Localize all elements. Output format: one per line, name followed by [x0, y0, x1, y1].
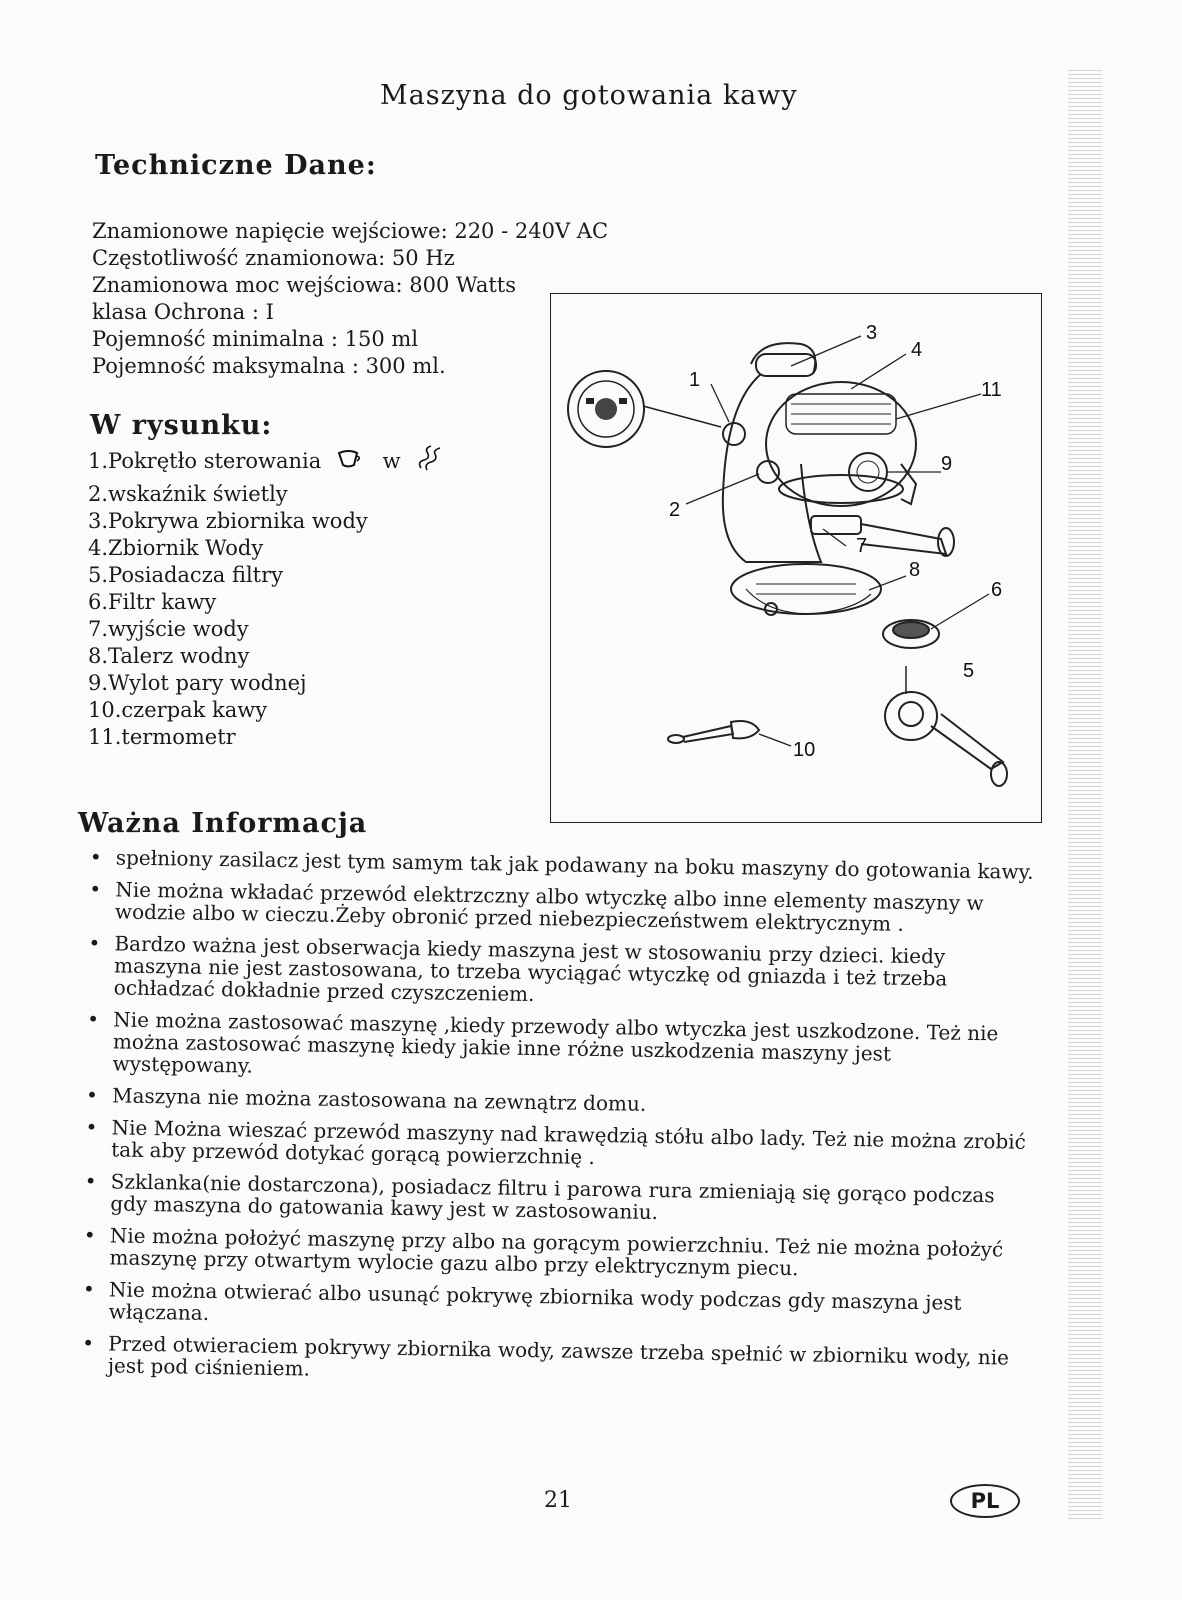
drawing-heading: W rysunku: — [90, 410, 273, 441]
callout-7: 7 — [856, 535, 868, 557]
callout-9: 9 — [941, 453, 953, 475]
part-item: 3.Pokrywa zbiornika wody — [88, 509, 368, 533]
part-item: 2.wskaźnik świetly — [88, 482, 288, 506]
part-item: 9.Wylot pary wodnej — [88, 671, 307, 695]
parts-list — [88, 444, 445, 751]
callout-8: 8 — [909, 559, 921, 581]
part-item — [88, 444, 445, 481]
part-item: 11.termometr — [88, 725, 236, 749]
callout-3: 3 — [866, 322, 878, 344]
spec-item: Znamionowa moc wejściowa: 800 Watts — [92, 273, 516, 297]
espresso-machine-diagram — [550, 293, 1042, 823]
callout-10: 10 — [793, 739, 816, 761]
callout-1: 1 — [689, 369, 701, 391]
scan-edge-decoration — [1068, 70, 1102, 1520]
part-connector: w — [382, 449, 401, 473]
info-bullet: • Nie można zastosować maszynę ,kiedy przewody albo wtyczka jest uszkodzone. Też nie można zastosować maszynę kiedy jakie inne różne uszkodzenia maszyny jest występowany. — [84, 1008, 1035, 1089]
part-item: 8.Talerz wodny — [88, 644, 250, 668]
info-bullet: • Nie można położyć maszynę przy albo na gorącym powierzchniu. Też nie można położyć maszynę przy otwartym wylocie gazu albo przy elektrycznym piecu. — [81, 1224, 1032, 1283]
part-item: 6.Filtr kawy — [88, 590, 217, 614]
callout-11: 11 — [981, 379, 1002, 401]
control-knob-detail-icon — [568, 371, 644, 447]
spec-item: Znamionowe napięcie wejściowe: 220 - 240V AC — [92, 219, 609, 243]
part-item: 4.Zbiornik Wody — [88, 536, 264, 560]
info-bullet: • Szklanka(nie dostarczona), posiadacz filtru i parowa rura zmieniają się gorąco podczas gdy maszyna do gatowania kawy jest w zastosowaniu. — [82, 1170, 1033, 1229]
callout-4: 4 — [911, 339, 923, 361]
part-item: 10.czerpak kawy — [88, 698, 268, 722]
filter-holder-drawing — [885, 692, 1007, 786]
language-badge: PL — [950, 1484, 1020, 1518]
coffee-filter-drawing — [883, 620, 939, 648]
info-bullet: • Nie można otwierać albo usunąć pokrywę zbiornika wody podczas gdy maszyna jest włączana. — [81, 1278, 1032, 1337]
spec-item: Pojemność maksymalna : 300 ml. — [92, 354, 446, 378]
spec-item: klasa Ochrona : I — [92, 300, 274, 324]
info-bullet: • spełniony zasilacz jest tym samym tak jak podawany na boku maszyny do gotowania kawy. — [88, 846, 1038, 883]
coffee-scoop-drawing — [668, 721, 759, 743]
part-item-label: 1.Pokrętło sterowania — [88, 449, 322, 473]
important-info-heading: Ważna Informacja — [78, 808, 368, 839]
info-bullet: • Nie można wkładać przewód elektrzczny albo wtyczkę albo inne elementy maszyny w wodzie albo w cieczu.Żeby obronić przed niebezpieczeństwem elektrycznym . — [87, 878, 1038, 937]
technical-data-list — [92, 218, 608, 380]
info-bullet: • Maszyna nie można zastosowana na zewnątrz domu. — [84, 1084, 1034, 1121]
cup-icon — [336, 448, 362, 477]
part-item: 5.Posiadacza filtry — [88, 563, 284, 587]
spec-item: Pojemność minimalna : 150 ml — [92, 327, 419, 351]
callout-5: 5 — [963, 660, 975, 682]
page-title: Maszyna do gotowania kawy — [380, 80, 798, 111]
technical-data-heading: Techniczne Dane: — [95, 150, 377, 181]
steam-icon — [415, 444, 445, 481]
info-bullet: • Bardzo ważna jest obserwacja kiedy maszyna jest w stosowaniu przy dzieci. kiedy maszyna nie jest zastosowana, to trzeba wyciągać wtyczkę od gniazda i też trzeba ochładzać dokładnie przed czyszczeniem. — [86, 932, 1037, 1013]
callout-6: 6 — [991, 579, 1003, 601]
part-item: 7.wyjście wody — [88, 617, 249, 641]
spec-item: Częstotliwość znamionowa: 50 Hz — [92, 246, 455, 270]
info-bullet: • Przed otwieraciem pokrywy zbiornika wody, zawsze trzeba spełnić w zbiorniku wody, nie jest pod ciśnieniem. — [80, 1332, 1031, 1391]
info-bullet: • Nie Można wieszać przewód maszyny nad krawędzią stółu albo lady. Też nie można zrobić tak aby przewód dotykać gorącą powierzchnię . — [83, 1116, 1034, 1175]
callout-2: 2 — [669, 499, 681, 521]
important-info-list — [80, 846, 1038, 1401]
page-number: 21 — [544, 1488, 572, 1513]
